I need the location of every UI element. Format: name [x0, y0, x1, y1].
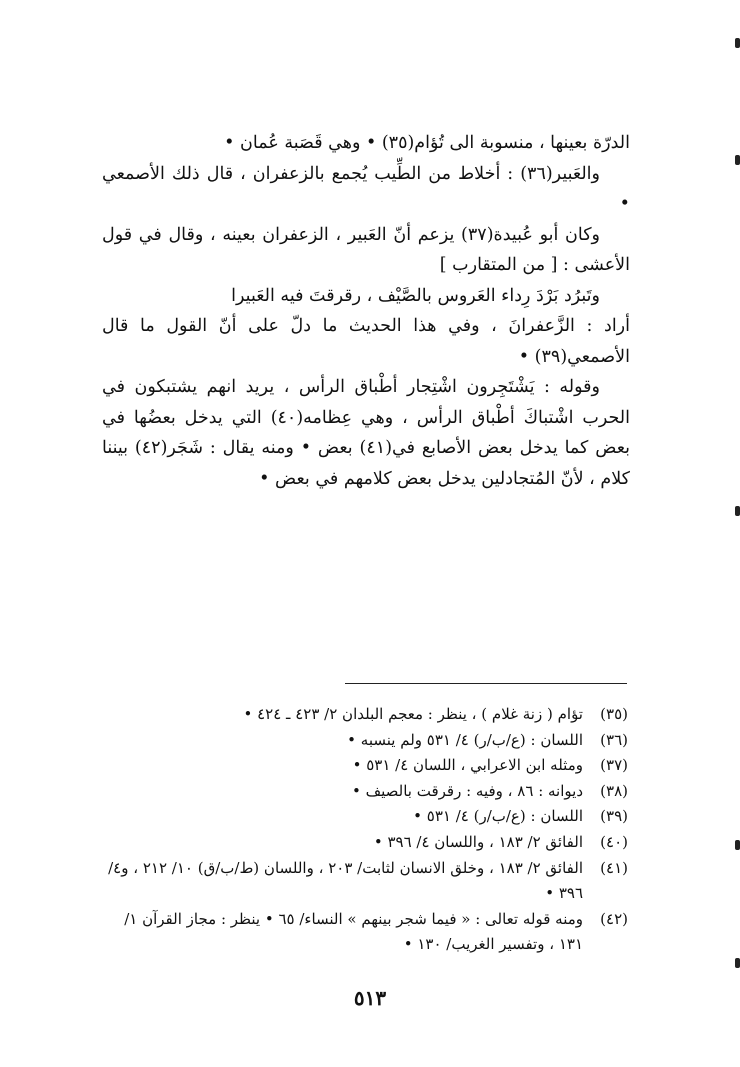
footnote: [100, 830, 628, 856]
footnote-number: (٣٧): [600, 756, 628, 775]
footnote: [100, 856, 628, 907]
footnote-text: ومثله ابن الاعرابي ، اللسان ٤/ ٥٣١ •: [352, 756, 583, 775]
verse-line: وتَبرُد بَرْدَ رِداء العَروس بالصَّيْف ، رقرقتَ فيه العَبيرا: [231, 285, 600, 306]
binding-mark: [735, 506, 740, 516]
paragraph: والعَبير(٣٦) : أخلاط من الطِّيب يُجمع بالزعفران ، قال ذلك الأصمعي •: [102, 163, 630, 214]
binding-mark: [735, 840, 740, 850]
footnote-text: اللسان : (ع/ب/ر) ٤/ ٥٣١ •: [413, 807, 583, 826]
footnote-separator: [345, 683, 627, 684]
footnote-text: الفائق ٢/ ١٨٣ ، وخلق الانسان لثابت/ ٢٠٣ ، واللسان (ط/ب/ق) ١٠/ ٢١٢ ، و٤/ ٣٩٦ •: [108, 858, 583, 903]
paragraph: الدرّة بعينها ، منسوبة الى تُؤام(٣٥) • وهي قَصَبة عُمان •: [224, 133, 630, 153]
paragraph: وقوله : يَشْتَجِرون اشْتِجار أطْباق الرأس ، يريد انهم يشتبكون في الحرب اشْتباكَ أطْباق الرأس ، وهي عِظامه(٤٠) التي يدخل بعضُها في بعض كما يدخل بعض الأصابع في(٤١) بعض • ومنه يقال : شَجَر(٤٢) بيننا كلام ، لأنّ المُتجادلين يدخل بعض كلامهم في بعض •: [102, 377, 631, 489]
footnote-number: (٤٠): [600, 832, 628, 851]
footnote-number: (٤٢): [600, 909, 628, 928]
footnote-text: اللسان : (ع/ب/ر) ٤/ ٥٣١ ولم ينسبه •: [347, 730, 583, 749]
footnote-number: (٣٥): [600, 705, 628, 723]
binding-mark: [735, 958, 740, 968]
main-text: [102, 128, 630, 494]
footnote-number: (٣٨): [600, 781, 628, 800]
footnote: [100, 779, 628, 805]
footnote: [100, 728, 628, 754]
footnote: [100, 907, 628, 958]
paragraph: أراد : الزَّعفرانَ ، وفي هذا الحديث ما دلّ على أنّ القول ما قال الأصمعي(٣٩) •: [102, 316, 630, 367]
footnotes: [100, 702, 628, 958]
footnote: [100, 702, 628, 728]
footnote: [100, 804, 628, 830]
footnote-number: (٤١): [600, 858, 628, 877]
footnote-text: ومنه قوله تعالى : « فيما شجر بينهم » النساء/ ٦٥ • ينظر : مجاز القرآن ١/ ١٣١ ، وتفسير الغريب/ ١٣٠ •: [124, 909, 583, 954]
paragraph: وكان أبو عُبيدة(٣٧) يزعم أنّ العَبير ، الزعفران بعينه ، وقال في قول الأعشى : [ من المتقارب ]: [102, 224, 630, 275]
footnote-text: الفائق ٢/ ١٨٣ ، واللسان ٤/ ٣٩٦ •: [373, 832, 583, 851]
binding-mark: [735, 155, 740, 165]
footnote-text: تؤام ( زنة غلام ) ، ينظر : معجم البلدان ٢/ ٤٢٣ ـ ٤٢٤ •: [243, 705, 583, 723]
footnote-number: (٣٦): [600, 730, 628, 749]
page-number: ٥١٣: [353, 986, 387, 1010]
footnote-number: (٣٩): [600, 807, 628, 826]
footnote: [100, 753, 628, 779]
binding-mark: [735, 38, 740, 48]
footnote-text: ديوانه : ٨٦ ، وفيه : رقرقت بالصيف •: [351, 781, 583, 800]
